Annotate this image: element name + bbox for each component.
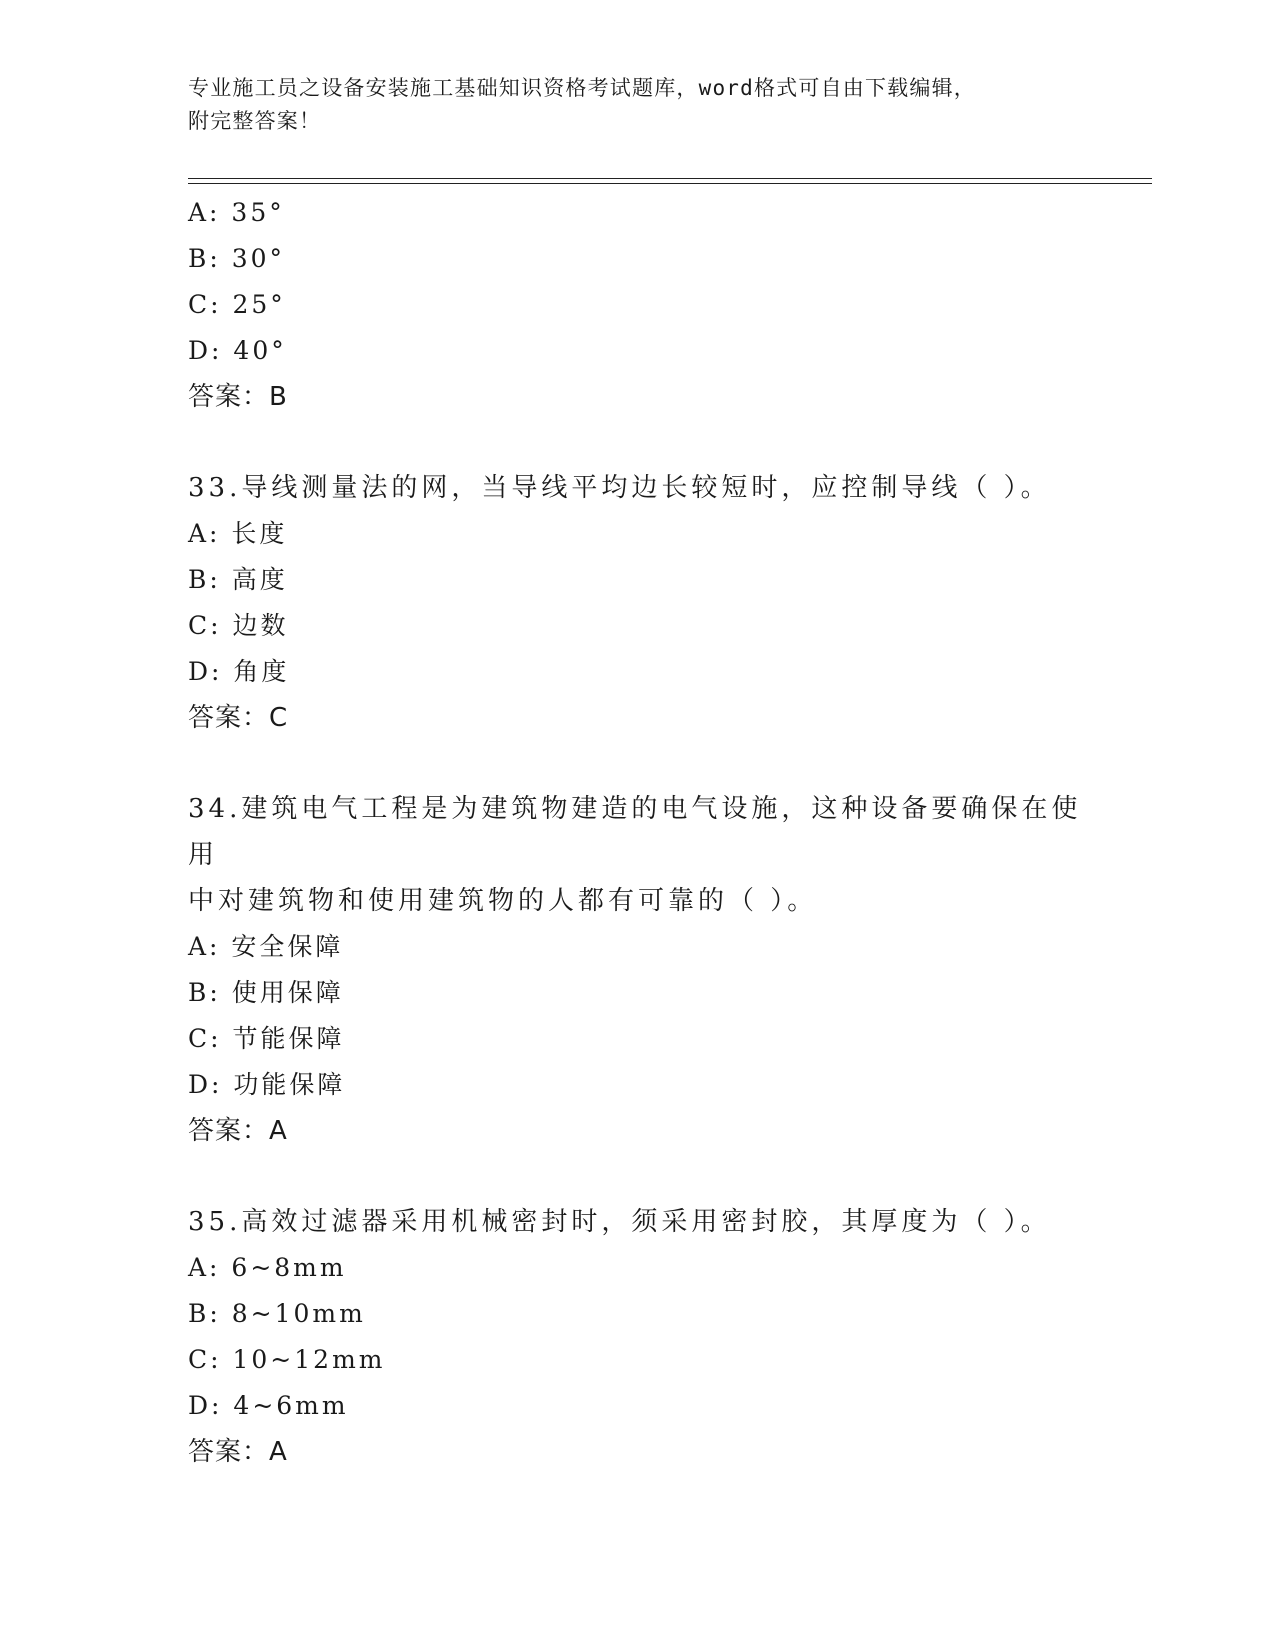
document-header	[188, 72, 1088, 138]
question-32	[188, 190, 1088, 420]
header-divider-bottom	[188, 183, 1152, 184]
header-title-line: 专业施工员之设备安装施工基础知识资格考试题库，word格式可自由下载编辑，	[188, 76, 976, 100]
header-subtitle-line: 附完整答案！	[188, 109, 322, 133]
option-b: B: 30°	[188, 244, 286, 273]
question-stem-line-2: 中对建筑物和使用建筑物的人都有可靠的（ ）。	[188, 886, 818, 916]
answer-line: 答案：A	[188, 1437, 288, 1467]
option-d: D: 功能保障	[188, 1070, 346, 1099]
option-a: A: 长度	[188, 519, 288, 548]
spacer	[188, 741, 1088, 786]
question-33	[188, 465, 1088, 741]
option-b: B: 高度	[188, 565, 288, 594]
question-stem: 35.高效过滤器采用机械密封时，须采用密封胶，其厚度为（ ）。	[188, 1207, 1051, 1237]
option-c: C: 节能保障	[188, 1024, 345, 1053]
answer-line: 答案：A	[188, 1116, 288, 1146]
option-c: C: 边数	[188, 611, 289, 640]
spacer	[188, 420, 1088, 465]
option-b: B: 使用保障	[188, 978, 344, 1007]
option-d: D: 4~6mm	[188, 1391, 349, 1420]
option-c: C: 10~12mm	[188, 1345, 386, 1374]
question-stem-line-1: 34.建筑电气工程是为建筑物建造的电气设施，这种设备要确保在使用	[188, 794, 1082, 870]
question-35	[188, 1199, 1088, 1475]
spacer	[188, 1154, 1088, 1199]
option-d: D: 角度	[188, 657, 290, 686]
option-c: C: 25°	[188, 290, 286, 319]
option-d: D: 40°	[188, 336, 287, 365]
answer-line: 答案：B	[188, 382, 288, 412]
option-b: B: 8~10mm	[188, 1299, 366, 1328]
option-a: A: 6~8mm	[188, 1253, 347, 1282]
option-a: A: 35°	[188, 198, 285, 227]
header-divider-top	[188, 178, 1152, 179]
answer-line: 答案：C	[188, 703, 289, 733]
question-list	[188, 190, 1088, 1475]
option-a: A: 安全保障	[188, 932, 344, 961]
question-34	[188, 786, 1088, 1154]
question-stem: 33.导线测量法的网，当导线平均边长较短时，应控制导线（ ）。	[188, 473, 1051, 503]
